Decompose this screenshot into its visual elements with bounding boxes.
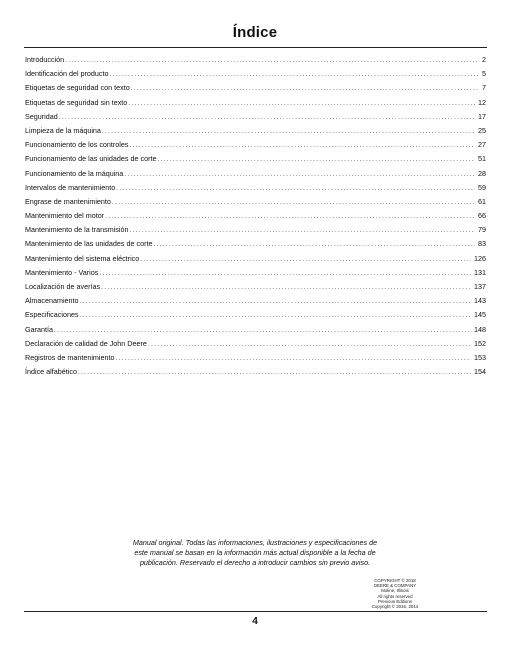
disclaimer-line: este manual se basan en la información más actual disponible a la fecha de	[134, 547, 376, 557]
toc-entry-page: 145	[474, 310, 486, 320]
toc-entry-label: Especificaciones	[25, 310, 79, 320]
toc-entry[interactable]	[25, 296, 486, 310]
toc-entry[interactable]	[25, 183, 486, 197]
disclaimer-text	[80, 538, 430, 567]
toc-entry-label: Limpieza de la máquina	[25, 125, 101, 135]
toc-leader-dots	[78, 369, 471, 376]
toc-entry-label: Funcionamiento de las unidades de corte	[25, 154, 157, 164]
toc-leader-dots	[112, 199, 475, 206]
copyright-line: All rights reserved	[377, 593, 413, 599]
toc-leader-dots	[140, 256, 471, 263]
toc-entry[interactable]	[25, 55, 486, 69]
toc-leader-dots	[129, 227, 475, 234]
copyright-notice	[360, 578, 430, 609]
toc-leader-dots	[157, 156, 475, 163]
disclaimer-line: publicación. Reservado el derecho a introducir cambios sin previo aviso.	[139, 557, 371, 567]
toc-entry-page: 7	[482, 83, 486, 93]
disclaimer-line: Manual original. Todas las informaciones, ilustraciones y especificaciones de	[132, 538, 378, 547]
toc-leader-dots	[80, 312, 471, 319]
toc-entry[interactable]	[25, 69, 486, 83]
page-number: 4	[252, 616, 258, 627]
toc-entry-page: 61	[478, 196, 486, 206]
copyright-line: Previous Editions	[378, 598, 412, 604]
toc-leader-dots	[116, 185, 475, 192]
toc-entry-label: Mantenimiento del sistema eléctrico	[25, 253, 140, 263]
toc-entry-page: 28	[478, 168, 486, 178]
toc-entry-label: Mantenimiento - Varios	[25, 267, 99, 277]
toc-leader-dots	[110, 71, 479, 78]
toc-entry-label: Garantía	[25, 324, 53, 334]
toc-entry-label: Mantenimiento del motor	[25, 211, 105, 221]
toc-entry-page: 148	[474, 324, 486, 334]
toc-entry-page: 79	[478, 225, 486, 235]
toc-leader-dots	[102, 128, 475, 135]
toc-leader-dots	[128, 100, 475, 107]
toc-entry[interactable]	[25, 83, 486, 97]
toc-leader-dots	[124, 171, 475, 178]
toc-entry[interactable]	[25, 325, 486, 339]
toc-entry[interactable]	[25, 268, 486, 282]
toc-entry-page: 154	[474, 367, 486, 377]
toc-entry[interactable]	[25, 126, 486, 140]
toc-entry-label: Índice alfabético	[25, 367, 77, 377]
copyright-line: Moline, Illinois	[381, 588, 409, 594]
toc-entry-page: 17	[478, 111, 486, 121]
toc-entry[interactable]	[25, 197, 486, 211]
toc-entry[interactable]	[25, 225, 486, 239]
toc-entry-label: Funcionamiento de la máquina	[25, 168, 124, 178]
toc-entry-page: 12	[478, 97, 486, 107]
toc-entry-label: Localización de averías	[25, 282, 101, 291]
toc-entry-label: Etiquetas de seguridad con texto	[25, 83, 130, 93]
toc-leader-dots	[148, 341, 471, 348]
toc-leader-dots	[129, 142, 475, 149]
toc-entry-label: Etiquetas de seguridad sin texto	[25, 97, 128, 107]
toc-leader-dots	[54, 327, 471, 334]
toc-entry-page: 143	[474, 296, 486, 306]
table-of-contents	[25, 55, 486, 381]
page-title: Índice	[232, 24, 278, 41]
toc-entry-label: Mantenimiento de la transmisión	[25, 225, 129, 235]
copyright-line: COPYRIGHT © 2018	[374, 578, 416, 583]
toc-leader-dots	[153, 241, 475, 248]
toc-entry-page: 66	[478, 211, 486, 221]
toc-entry-page: 131	[474, 267, 486, 277]
toc-entry-page: 126	[474, 253, 486, 263]
toc-entry-label: Almacenamiento	[25, 296, 79, 306]
toc-entry[interactable]	[25, 112, 486, 126]
toc-leader-dots	[80, 298, 471, 305]
toc-entry-page: 83	[478, 239, 486, 249]
toc-entry-page: 153	[474, 352, 486, 362]
toc-entry-page: 59	[478, 182, 486, 192]
toc-entry-label: Engrase de mantenimiento	[25, 196, 111, 206]
top-divider	[24, 47, 487, 48]
toc-leader-dots	[131, 85, 479, 92]
toc-entry-label: Funcionamiento de los controles	[25, 140, 129, 150]
toc-entry[interactable]	[25, 211, 486, 225]
toc-entry[interactable]	[25, 254, 486, 268]
toc-entry-page: 152	[474, 338, 486, 348]
toc-entry-label: Intervalos de mantenimiento	[25, 182, 116, 192]
toc-entry-label: Registros de mantenimiento	[25, 352, 115, 362]
toc-entry-page: 5	[482, 69, 486, 79]
toc-leader-dots	[105, 213, 475, 220]
toc-entry[interactable]	[25, 310, 486, 324]
toc-entry-page: 137	[474, 282, 486, 291]
toc-leader-dots	[65, 57, 479, 64]
toc-entry[interactable]	[25, 169, 486, 183]
toc-entry[interactable]	[25, 282, 486, 296]
toc-entry[interactable]	[25, 353, 486, 367]
toc-entry[interactable]	[25, 339, 486, 353]
toc-entry-page: 27	[478, 140, 486, 150]
toc-leader-dots	[101, 284, 471, 291]
copyright-line: Copyright © 2015, 2014	[371, 604, 419, 610]
toc-leader-dots	[99, 270, 471, 277]
toc-leader-dots	[116, 355, 472, 362]
toc-entry-label: Introducción	[25, 55, 65, 64]
toc-entry-page: 2	[482, 55, 486, 64]
toc-entry[interactable]	[25, 98, 486, 112]
toc-entry-label: Mantenimiento de las unidades de corte	[25, 239, 153, 249]
toc-leader-dots	[59, 114, 475, 121]
toc-entry-label: Seguridad	[25, 111, 58, 121]
toc-entry-label: Declaración de calidad de John Deere	[25, 338, 147, 348]
toc-entry[interactable]	[25, 140, 486, 154]
bottom-divider	[24, 611, 487, 612]
toc-entry[interactable]	[25, 154, 486, 168]
toc-entry-page: 25	[478, 125, 486, 135]
toc-entry[interactable]	[25, 239, 486, 253]
toc-entry[interactable]	[25, 367, 486, 381]
copyright-line: DEERE & COMPANY	[373, 583, 417, 589]
toc-entry-page: 51	[478, 154, 486, 164]
toc-entry-label: Identificación del producto	[25, 69, 109, 79]
